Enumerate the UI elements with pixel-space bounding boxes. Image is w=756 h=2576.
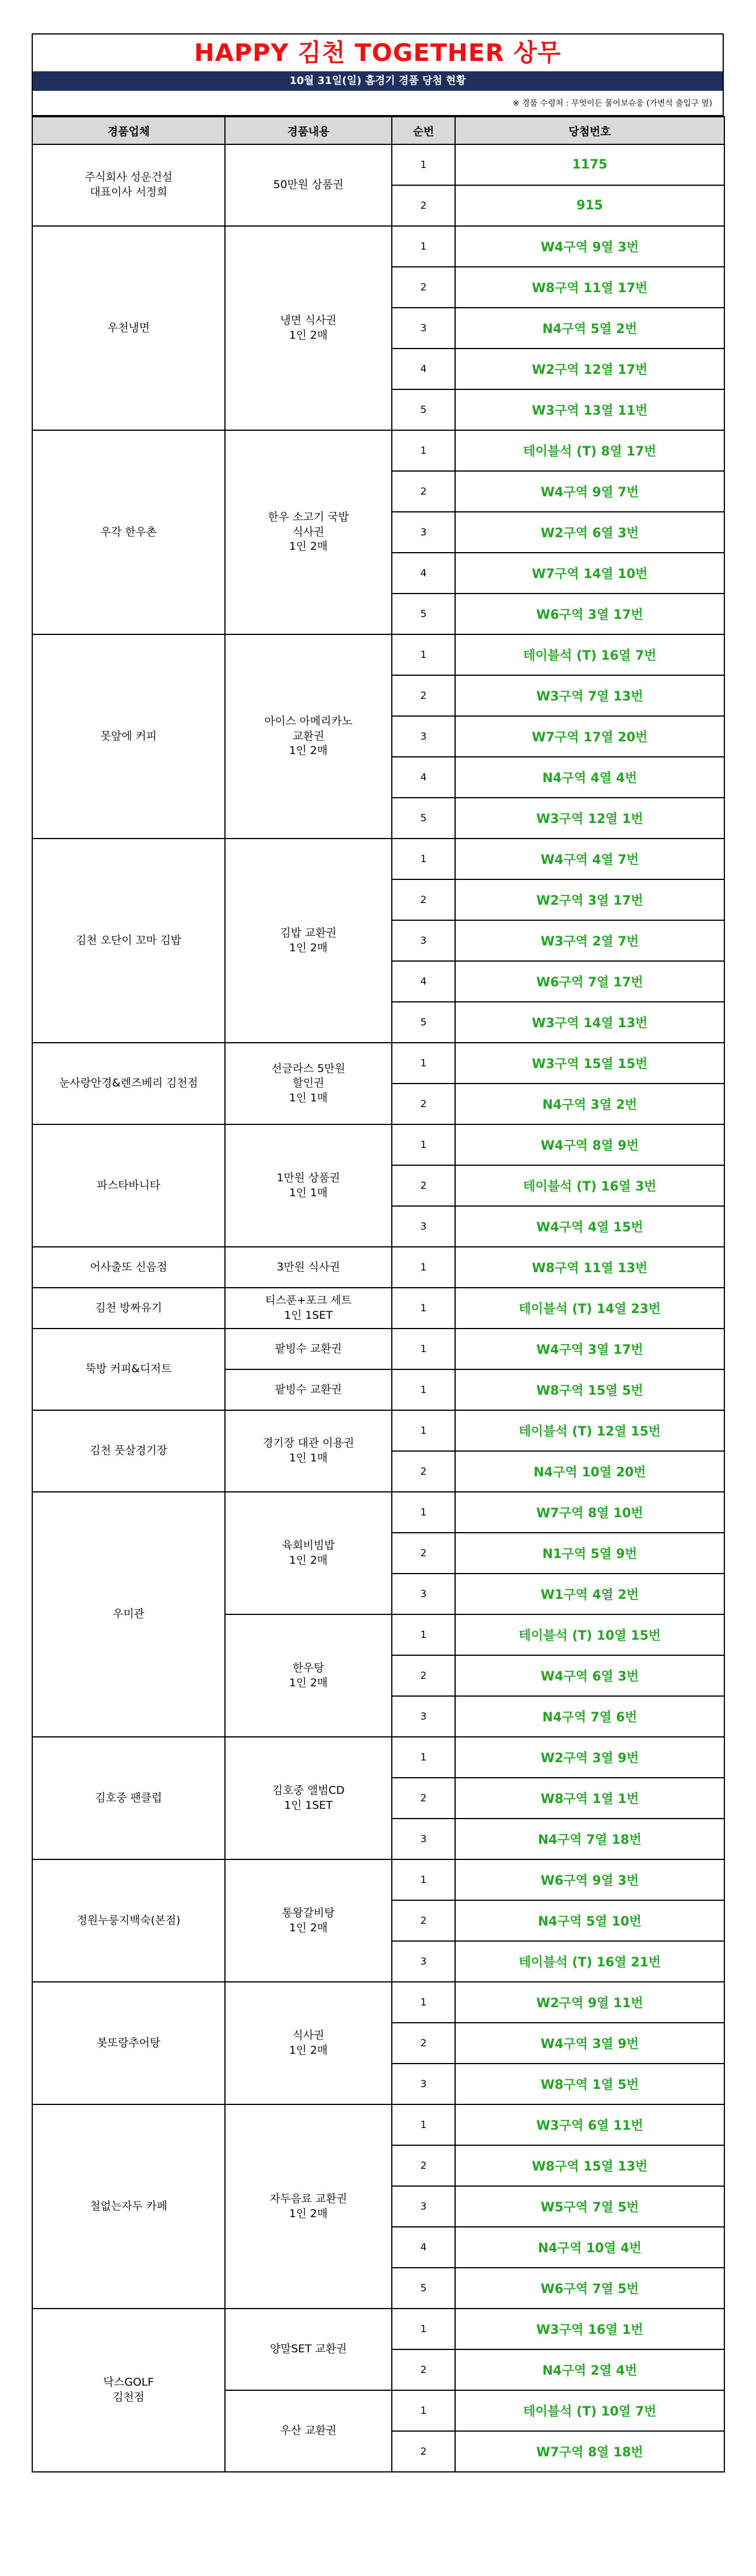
vendor-cell [32, 1737, 225, 1859]
vendor-cell [32, 1329, 225, 1410]
vendor-cell [32, 1982, 225, 2104]
table-row [32, 1124, 724, 1165]
prize-desc-line: 1인 2매 [289, 328, 328, 342]
winning-number: W4구역 9열 3번 [455, 226, 724, 267]
header-order: 순번 [392, 117, 455, 144]
order-number: 1 [392, 1410, 455, 1451]
vendor-name-line: 봇또랑추어탕 [97, 2036, 161, 2049]
vendor-name-line: 대표이사 서정희 [90, 186, 167, 198]
order-number: 2 [392, 267, 455, 308]
winning-number: W8구역 15열 13번 [455, 2145, 724, 2186]
winning-number: W4구역 6열 3번 [455, 1655, 724, 1696]
order-number: 3 [392, 2186, 455, 2227]
order-number: 1 [392, 1247, 455, 1288]
order-number: 1 [392, 1329, 455, 1369]
prize-cell [225, 634, 392, 839]
winning-number: W8구역 15열 5번 [455, 1369, 724, 1410]
winning-number: W2구역 3열 17번 [455, 879, 724, 920]
prize-cell [225, 1410, 392, 1492]
prize-desc-line: 1인 2매 [289, 2043, 328, 2057]
header-vendor: 경품업체 [32, 117, 225, 144]
vendor-name-line: 파스타바니타 [97, 1178, 161, 1192]
order-number: 2 [392, 879, 455, 920]
winning-number: N4구역 10열 4번 [455, 2227, 724, 2268]
winning-number: W4구역 4열 7번 [455, 839, 724, 879]
prize-cell [225, 144, 392, 226]
winning-number: N4구역 3열 2번 [455, 1084, 724, 1124]
order-number: 3 [392, 1696, 455, 1737]
order-number: 1 [392, 1859, 455, 1900]
winning-number: N4구역 5열 10번 [455, 1900, 724, 1941]
order-number: 1 [392, 634, 455, 675]
winning-number: W5구역 7열 5번 [455, 2186, 724, 2227]
vendor-cell [32, 1124, 225, 1247]
vendor-name-line: 뚝방 커피&디저트 [85, 1362, 172, 1376]
winning-number: W7구역 8열 10번 [455, 1492, 724, 1533]
winning-number: W4구역 3열 9번 [455, 2023, 724, 2064]
order-number: 1 [392, 430, 455, 471]
order-number: 4 [392, 2227, 455, 2268]
winning-number: W4구역 9열 7번 [455, 471, 724, 512]
winning-number: N4구역 7열 18번 [455, 1819, 724, 1859]
winning-number: W6구역 9열 3번 [455, 1859, 724, 1900]
winning-number: W7구역 8열 18번 [455, 2431, 724, 2472]
table-row [32, 1247, 724, 1288]
winning-number: W7구역 17열 20번 [455, 716, 724, 757]
vendor-cell [32, 1492, 225, 1737]
winning-number: N4구역 10열 20번 [455, 1451, 724, 1492]
vendor-cell [32, 226, 225, 430]
winning-number: W3구역 6열 11번 [455, 2104, 724, 2145]
vendor-cell [32, 1859, 225, 1982]
vendor-name-line: 김천 풋살경기장 [90, 1444, 167, 1457]
prize-desc-line: 1인 1SET [284, 1308, 333, 1322]
order-number: 3 [392, 1574, 455, 1614]
prize-cell [225, 1369, 392, 1410]
order-number: 3 [392, 1941, 455, 1982]
winning-number: 테이블석 (T) 16열 7번 [455, 634, 724, 675]
vendor-cell [32, 839, 225, 1043]
prize-desc-line: 선글라스 5만원 [271, 1062, 346, 1075]
vendor-name-line: 주식회사 성운건설 [85, 171, 173, 184]
vendor-name-line: 김천 오단이 꼬마 김밥 [75, 933, 182, 947]
prize-cell [225, 1124, 392, 1247]
table-row [32, 430, 724, 471]
order-number: 3 [392, 2064, 455, 2104]
vendor-cell [32, 1288, 225, 1329]
table-row [32, 1982, 724, 2023]
vendor-name-line: 김천점 [112, 2391, 145, 2403]
order-number: 2 [392, 2145, 455, 2186]
winning-number: W3구역 16열 1번 [455, 2309, 724, 2349]
winning-number: W4구역 4열 15번 [455, 1206, 724, 1247]
winning-number: W8구역 1열 1번 [455, 1778, 724, 1819]
winning-number: W2구역 6열 3번 [455, 512, 724, 553]
vendor-name-line: 우천냉면 [107, 321, 150, 334]
order-number: 2 [392, 1778, 455, 1819]
vendor-name-line: 눈사랑안경&렌즈베리 김천점 [59, 1077, 198, 1090]
vendor-cell [32, 144, 225, 226]
table-row [32, 144, 724, 185]
winning-number: 테이블석 (T) 10열 15번 [455, 1614, 724, 1655]
order-number: 3 [392, 308, 455, 349]
pickup-location-note: ※ 경품 수령처 : 무엇이든 물어보슈웅 (가변석 출입구 옆) [32, 91, 724, 116]
vendor-cell [32, 430, 225, 634]
prize-cell [225, 1043, 392, 1124]
prize-desc-line: 한우 소고기 국밥 [268, 511, 349, 524]
order-number: 1 [392, 1982, 455, 2023]
order-number: 3 [392, 920, 455, 961]
table-row [32, 2104, 724, 2145]
order-number: 2 [392, 1900, 455, 1941]
winning-number: N1구역 5열 9번 [455, 1533, 724, 1574]
winning-number: N4구역 2열 4번 [455, 2349, 724, 2390]
prize-desc-line: 팥빙수 교환권 [274, 1342, 342, 1355]
order-number: 3 [392, 1206, 455, 1247]
order-number: 1 [392, 1737, 455, 1778]
order-number: 1 [392, 1043, 455, 1084]
prize-desc-line: 우산 교환권 [280, 2424, 337, 2437]
winning-number: W2구역 3열 9번 [455, 1737, 724, 1778]
order-number: 1 [392, 226, 455, 267]
winning-number: W6구역 7열 17번 [455, 961, 724, 1002]
prize-cell [225, 1859, 392, 1982]
prize-desc-line: 김밥 교환권 [280, 926, 337, 939]
prize-desc-line: 할인권 [292, 1077, 324, 1090]
header-prize: 경품내용 [225, 117, 392, 144]
order-number: 1 [392, 2104, 455, 2145]
order-number: 1 [392, 144, 455, 185]
prize-desc-line: 아이스 아메리카노 [264, 715, 353, 728]
prize-cell [225, 1982, 392, 2104]
order-number: 1 [392, 839, 455, 879]
table-row [32, 1329, 724, 1369]
vendor-name-line: 김천 방짜유기 [95, 1301, 162, 1314]
prize-desc-line: 1인 1SET [284, 1798, 333, 1812]
order-number: 2 [392, 675, 455, 716]
prize-desc-line: 1인 1매 [289, 1452, 328, 1464]
order-number: 1 [392, 1124, 455, 1165]
prize-desc-line: 식사권 [292, 2028, 324, 2042]
order-number: 5 [392, 1002, 455, 1043]
prize-desc-line: 3만원 식사권 [277, 1260, 340, 1273]
order-number: 1 [392, 1492, 455, 1533]
prize-desc-line: 1만원 상품권 [277, 1171, 340, 1184]
order-number: 2 [392, 1084, 455, 1124]
vendor-cell [32, 634, 225, 839]
prize-cell [225, 839, 392, 1043]
order-number: 4 [392, 553, 455, 594]
winning-number: 1175 [455, 144, 724, 185]
table-row [32, 1410, 724, 1451]
page-title: HAPPY 김천 TOGETHER 상무 [32, 33, 724, 71]
order-number: 1 [392, 1369, 455, 1410]
order-number: 2 [392, 1655, 455, 1696]
table-row [32, 2309, 724, 2349]
winning-number: 테이블석 (T) 10열 7번 [455, 2390, 724, 2431]
order-number: 1 [392, 2309, 455, 2349]
prize-desc-line: 팥빙수 교환권 [274, 1383, 342, 1396]
vendor-cell [32, 2104, 225, 2309]
prize-desc-line: 육회비빔밥 [282, 1538, 335, 1552]
table-header-row [32, 117, 724, 144]
winning-number: W2구역 9열 11번 [455, 1982, 724, 2023]
table-row [32, 1043, 724, 1084]
order-number: 4 [392, 349, 455, 389]
winning-number: N4구역 4열 4번 [455, 757, 724, 798]
order-number: 3 [392, 512, 455, 553]
vendor-cell [32, 1043, 225, 1124]
prize-cell [225, 226, 392, 430]
order-number: 2 [392, 2349, 455, 2390]
order-number: 1 [392, 1288, 455, 1329]
prize-desc-line: 1인 2매 [289, 1676, 328, 1689]
winning-number: W8구역 11열 17번 [455, 267, 724, 308]
prize-cell [225, 1614, 392, 1737]
winning-number: W6구역 3열 17번 [455, 594, 724, 634]
order-number: 2 [392, 471, 455, 512]
order-number: 5 [392, 2268, 455, 2309]
prize-desc-line: 티스푼+포크 세트 [265, 1293, 352, 1307]
winning-number: 테이블석 (T) 16열 21번 [455, 1941, 724, 1982]
table-row [32, 226, 724, 267]
prize-desc-line: 양말SET 교환권 [270, 2342, 347, 2356]
winning-number: W8구역 1열 5번 [455, 2064, 724, 2104]
prize-desc-line: 교환권 [292, 729, 324, 742]
vendor-name-line: 우미관 [112, 1607, 145, 1621]
prize-cell [225, 1737, 392, 1859]
prize-desc-line: 1인 1매 [289, 1186, 328, 1199]
winning-number: W3구역 12열 1번 [455, 798, 724, 839]
order-number: 5 [392, 798, 455, 839]
table-row [32, 1859, 724, 1900]
prize-desc-line: 50만원 상품권 [273, 178, 343, 192]
winning-number: W2구역 12열 17번 [455, 349, 724, 389]
prize-desc-line: 한우탕 [292, 1661, 324, 1674]
order-number: 5 [392, 594, 455, 634]
order-number: 2 [392, 2431, 455, 2472]
order-number: 5 [392, 389, 455, 430]
winning-number: N4구역 7열 6번 [455, 1696, 724, 1737]
winning-number: W3구역 14열 13번 [455, 1002, 724, 1043]
winning-number: N4구역 5열 2번 [455, 308, 724, 349]
prize-cell [225, 1247, 392, 1288]
prize-desc-line: 김호중 앨범CD [272, 1783, 345, 1797]
order-number: 4 [392, 961, 455, 1002]
winners-table [32, 116, 725, 2472]
winning-number: W3구역 15열 15번 [455, 1043, 724, 1084]
prize-desc-line: 1인 2매 [289, 2207, 328, 2220]
prize-desc-line: 냉면 식사권 [280, 313, 337, 327]
vendor-name-line: 김호중 팬클럽 [95, 1791, 162, 1804]
winning-number: W7구역 14열 10번 [455, 553, 724, 594]
prize-sheet [32, 33, 724, 2472]
order-number: 1 [392, 2390, 455, 2431]
vendor-name-line: 우각 한우촌 [100, 525, 157, 538]
winning-number: 테이블석 (T) 16열 3번 [455, 1165, 724, 1206]
table-row [32, 839, 724, 879]
winning-number: W3구역 7열 13번 [455, 675, 724, 716]
header-winning-number: 당첨번호 [455, 117, 724, 144]
prize-cell [225, 2390, 392, 2472]
prize-desc-line: 경기장 대관 이용권 [262, 1437, 354, 1450]
winning-number: W6구역 7열 5번 [455, 2268, 724, 2309]
winning-number: 915 [455, 185, 724, 226]
order-number: 1 [392, 1614, 455, 1655]
prize-cell [225, 430, 392, 634]
order-number: 2 [392, 2023, 455, 2064]
prize-desc-line: 통왕갈비탕 [282, 1906, 335, 1919]
prize-cell [225, 2104, 392, 2309]
vendor-name-line: 정원누룽지백숙(본점) [77, 1913, 181, 1927]
vendor-name-line: 못앞에 커피 [100, 729, 157, 742]
winning-number: W4구역 3열 17번 [455, 1329, 724, 1369]
event-date-banner: 10월 31일(일) 홈경기 경품 당첨 현황 [32, 71, 724, 91]
order-number: 2 [392, 1533, 455, 1574]
vendor-name-line: 어사출또 신음점 [90, 1260, 167, 1273]
order-number: 3 [392, 1819, 455, 1859]
prize-cell [225, 1288, 392, 1329]
vendor-cell [32, 2309, 225, 2472]
winners-table-body [32, 144, 724, 2472]
vendor-name-line: 닥스GOLF [103, 2376, 154, 2389]
vendor-cell [32, 1410, 225, 1492]
prize-desc-line: 자두음료 교환권 [269, 2192, 348, 2205]
prize-desc-line: 1인 2매 [289, 1921, 328, 1934]
winning-number: 테이블석 (T) 14열 23번 [455, 1288, 724, 1329]
order-number: 4 [392, 757, 455, 798]
winning-number: W1구역 4열 2번 [455, 1574, 724, 1614]
prize-desc-line: 1인 2매 [289, 540, 328, 553]
winning-number: W3구역 2열 7번 [455, 920, 724, 961]
prize-desc-line: 1인 1매 [289, 1091, 328, 1104]
winning-number: W8구역 11열 13번 [455, 1247, 724, 1288]
winning-number: W4구역 8열 9번 [455, 1124, 724, 1165]
winning-number: 테이블석 (T) 12열 15번 [455, 1410, 724, 1451]
order-number: 2 [392, 1451, 455, 1492]
table-row [32, 1492, 724, 1533]
prize-cell [225, 1329, 392, 1369]
table-row [32, 1737, 724, 1778]
prize-desc-line: 식사권 [292, 525, 324, 538]
prize-cell [225, 1492, 392, 1614]
winning-number: W3구역 13열 11번 [455, 389, 724, 430]
order-number: 2 [392, 185, 455, 226]
prize-desc-line: 1인 2매 [289, 1553, 328, 1567]
prize-cell [225, 2309, 392, 2390]
order-number: 3 [392, 716, 455, 757]
vendor-name-line: 철없는자두 카페 [90, 2199, 167, 2213]
prize-desc-line: 1인 2매 [289, 744, 328, 757]
winning-number: 테이블석 (T) 8열 17번 [455, 430, 724, 471]
table-row [32, 1288, 724, 1329]
order-number: 2 [392, 1165, 455, 1206]
table-row [32, 634, 724, 675]
vendor-cell [32, 1247, 225, 1288]
prize-desc-line: 1인 2매 [289, 941, 328, 954]
